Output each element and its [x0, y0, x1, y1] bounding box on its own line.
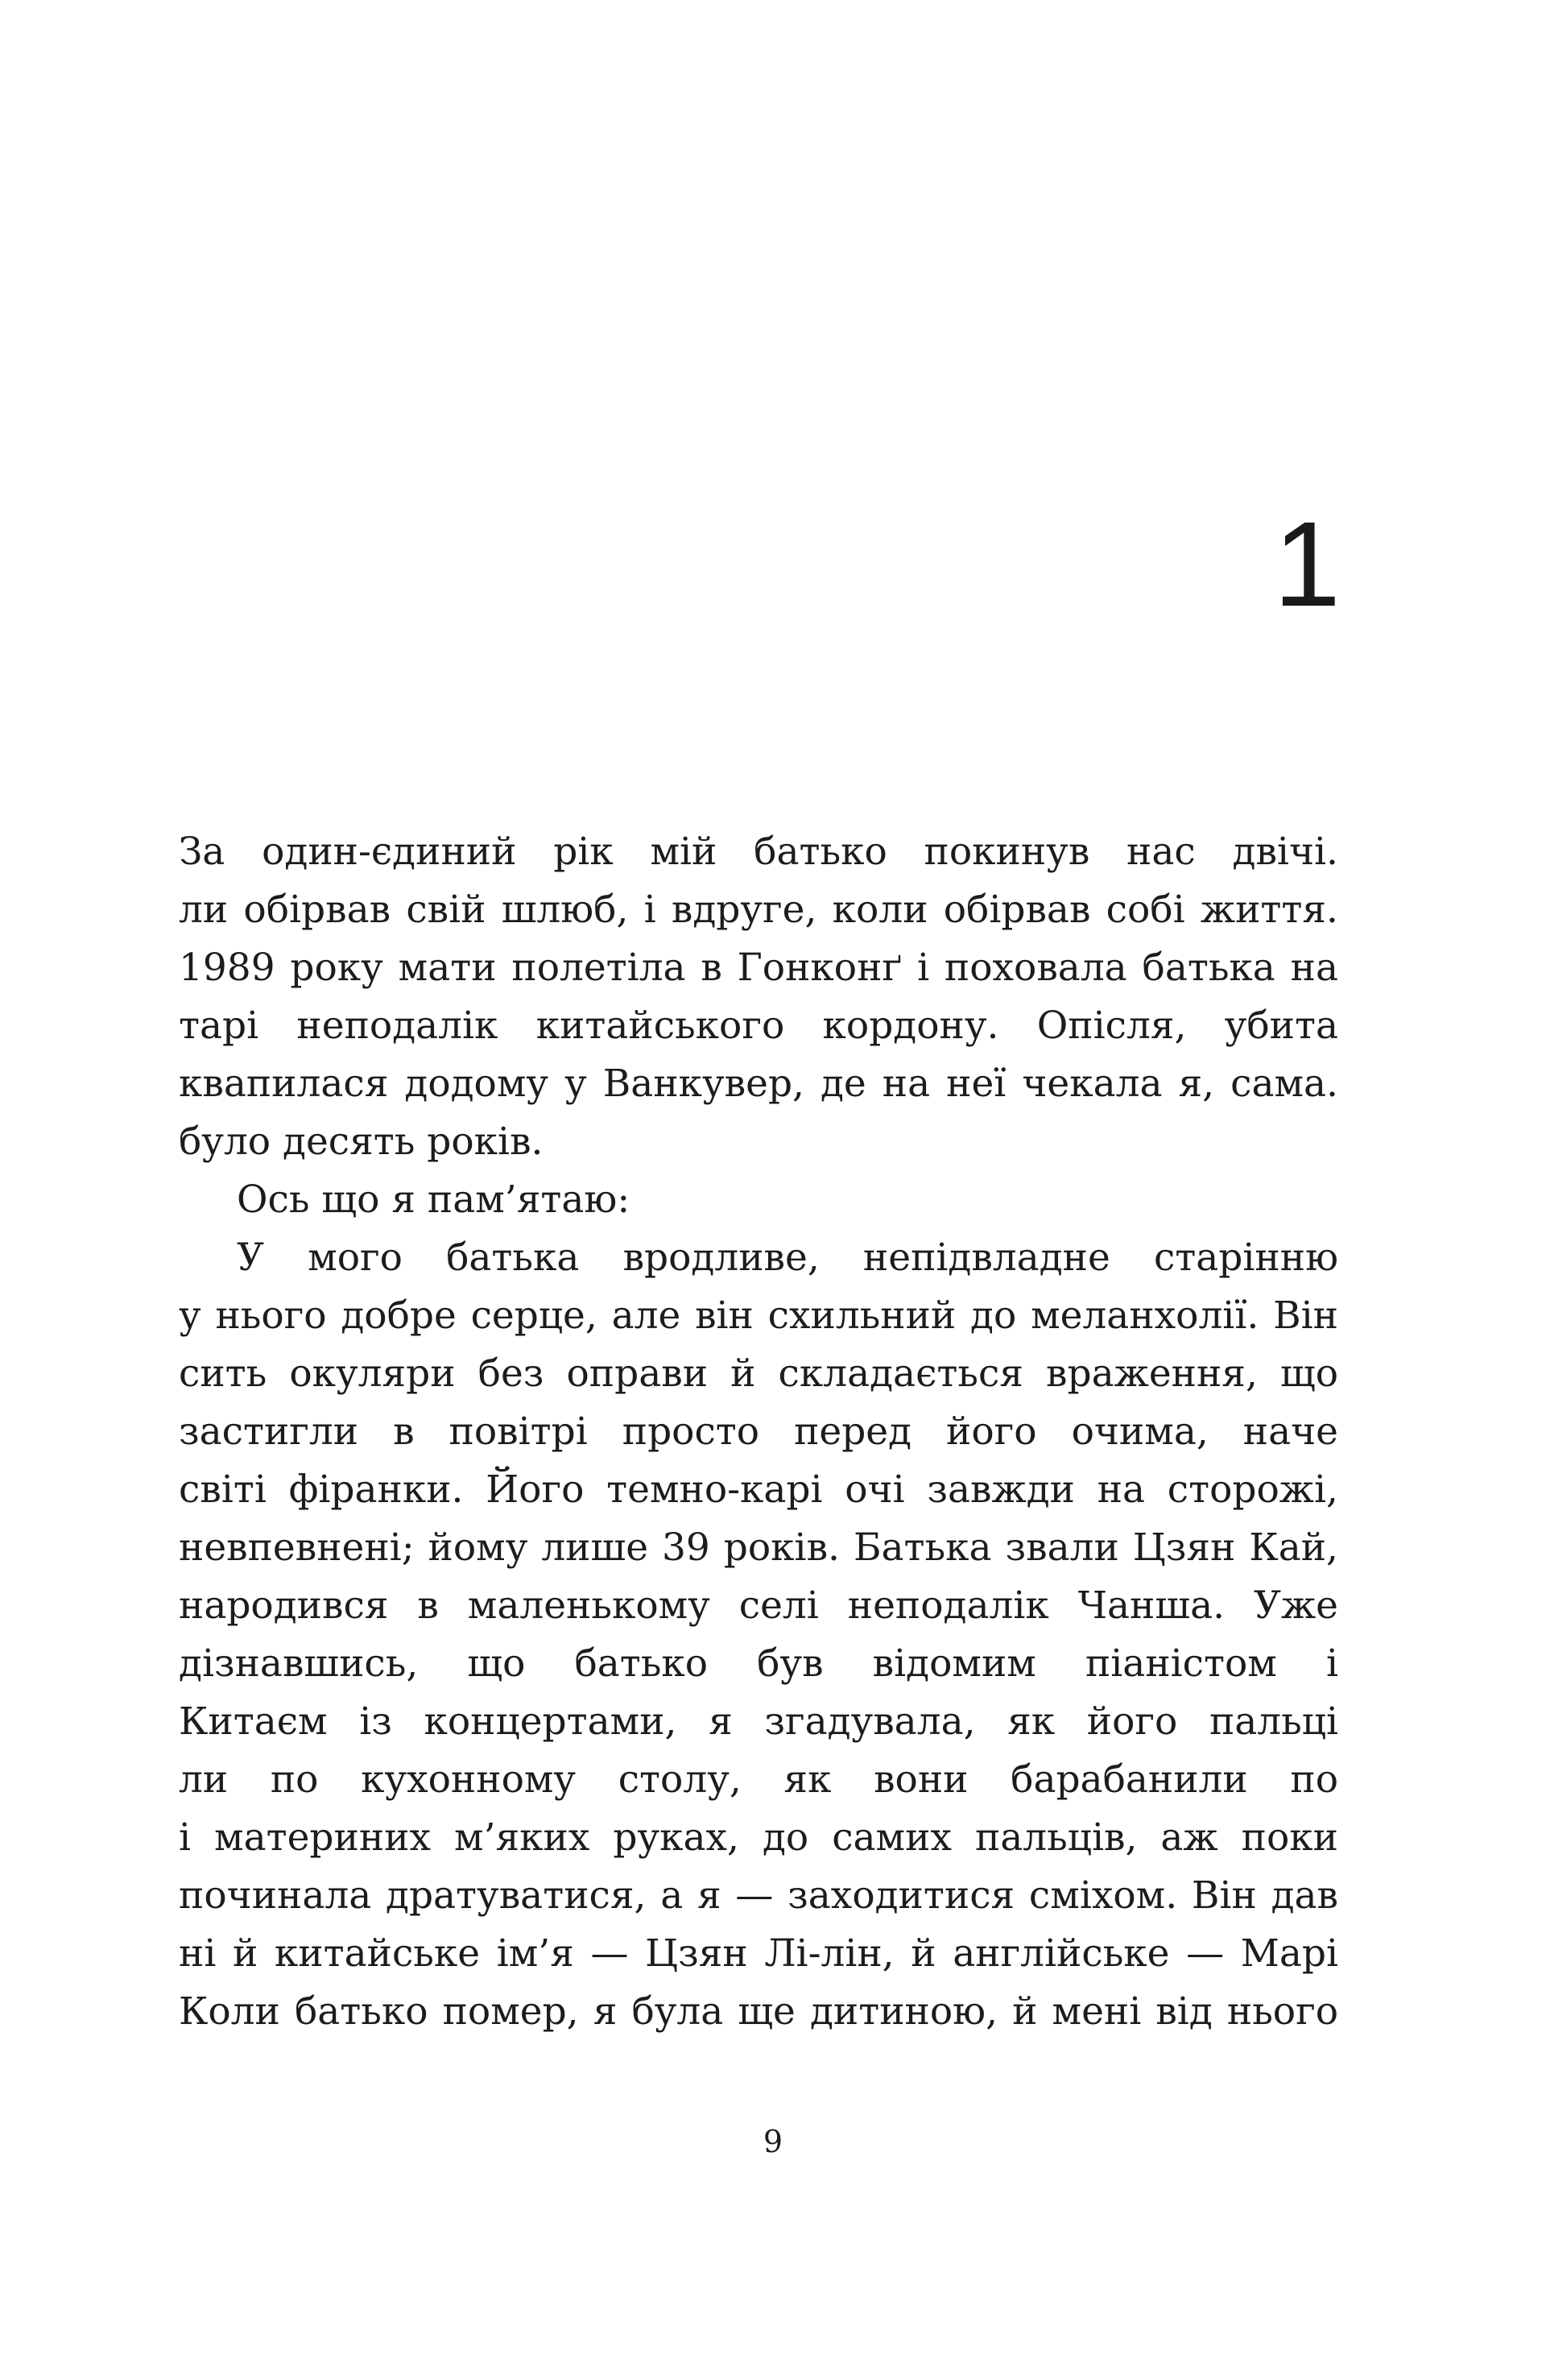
text-line: квапилася додому у Ванкувер, де на неї чекала я, сама.: [179, 1062, 1338, 1106]
text-line: За один-єдиний рік мій батько покинув нас двічі.: [179, 830, 1338, 874]
text-line: У мого батька вродливе, непідвладне старінню: [237, 1236, 1338, 1280]
text-line: починала дратуватися, а я — заходитися сміхом. Він дав: [179, 1873, 1338, 1918]
text-line: дізнавшись, що батько був відомим піаністом і: [179, 1641, 1338, 1686]
text-line: і материних м’яких руках, до самих пальців, аж поки: [179, 1815, 1338, 1860]
text-line: Ось що я пам’ятаю:: [237, 1178, 630, 1222]
text-line: у нього добре серце, але він схильний до меланхолії. Він: [179, 1293, 1338, 1338]
text-line: Китаєм із концертами, я згадувала, як його пальці: [179, 1699, 1338, 1744]
text-line: Коли батько помер, я була ще дитиною, й мені від нього: [179, 1989, 1338, 2034]
text-line: ні й китайське ім’я — Цзян Лі-лін, й англійське — Марі: [179, 1931, 1338, 1976]
text-line: було десять років.: [179, 1120, 544, 1164]
text-line: ли обірвав свій шлюб, і вдруге, коли обірвав собі життя.: [179, 888, 1338, 932]
text-line: сить окуляри без оправи й складається враження, що: [179, 1351, 1338, 1396]
body-text: [179, 823, 1338, 2041]
text-line: тарі неподалік китайського кордону. Опісля, убита: [179, 1004, 1338, 1048]
chapter-number: 1: [1273, 496, 1341, 631]
text-line: ли по кухонному столу, як вони барабанили по: [179, 1757, 1338, 1802]
text-line: застигли в повітрі просто перед його очима, наче: [179, 1409, 1338, 1454]
text-line: 1989 року мати полетіла в Гонконґ і поховала батька на: [179, 946, 1338, 990]
text-line: світі фіранки. Його темно-карі очі завжди на сторожі,: [179, 1467, 1338, 1512]
page-number: 9: [763, 2124, 783, 2159]
text-line: народився в маленькому селі неподалік Чанша. Уже: [179, 1583, 1338, 1628]
text-line: невпевнені; йому лише 39 років. Батька звали Цзян Кай,: [179, 1525, 1338, 1570]
